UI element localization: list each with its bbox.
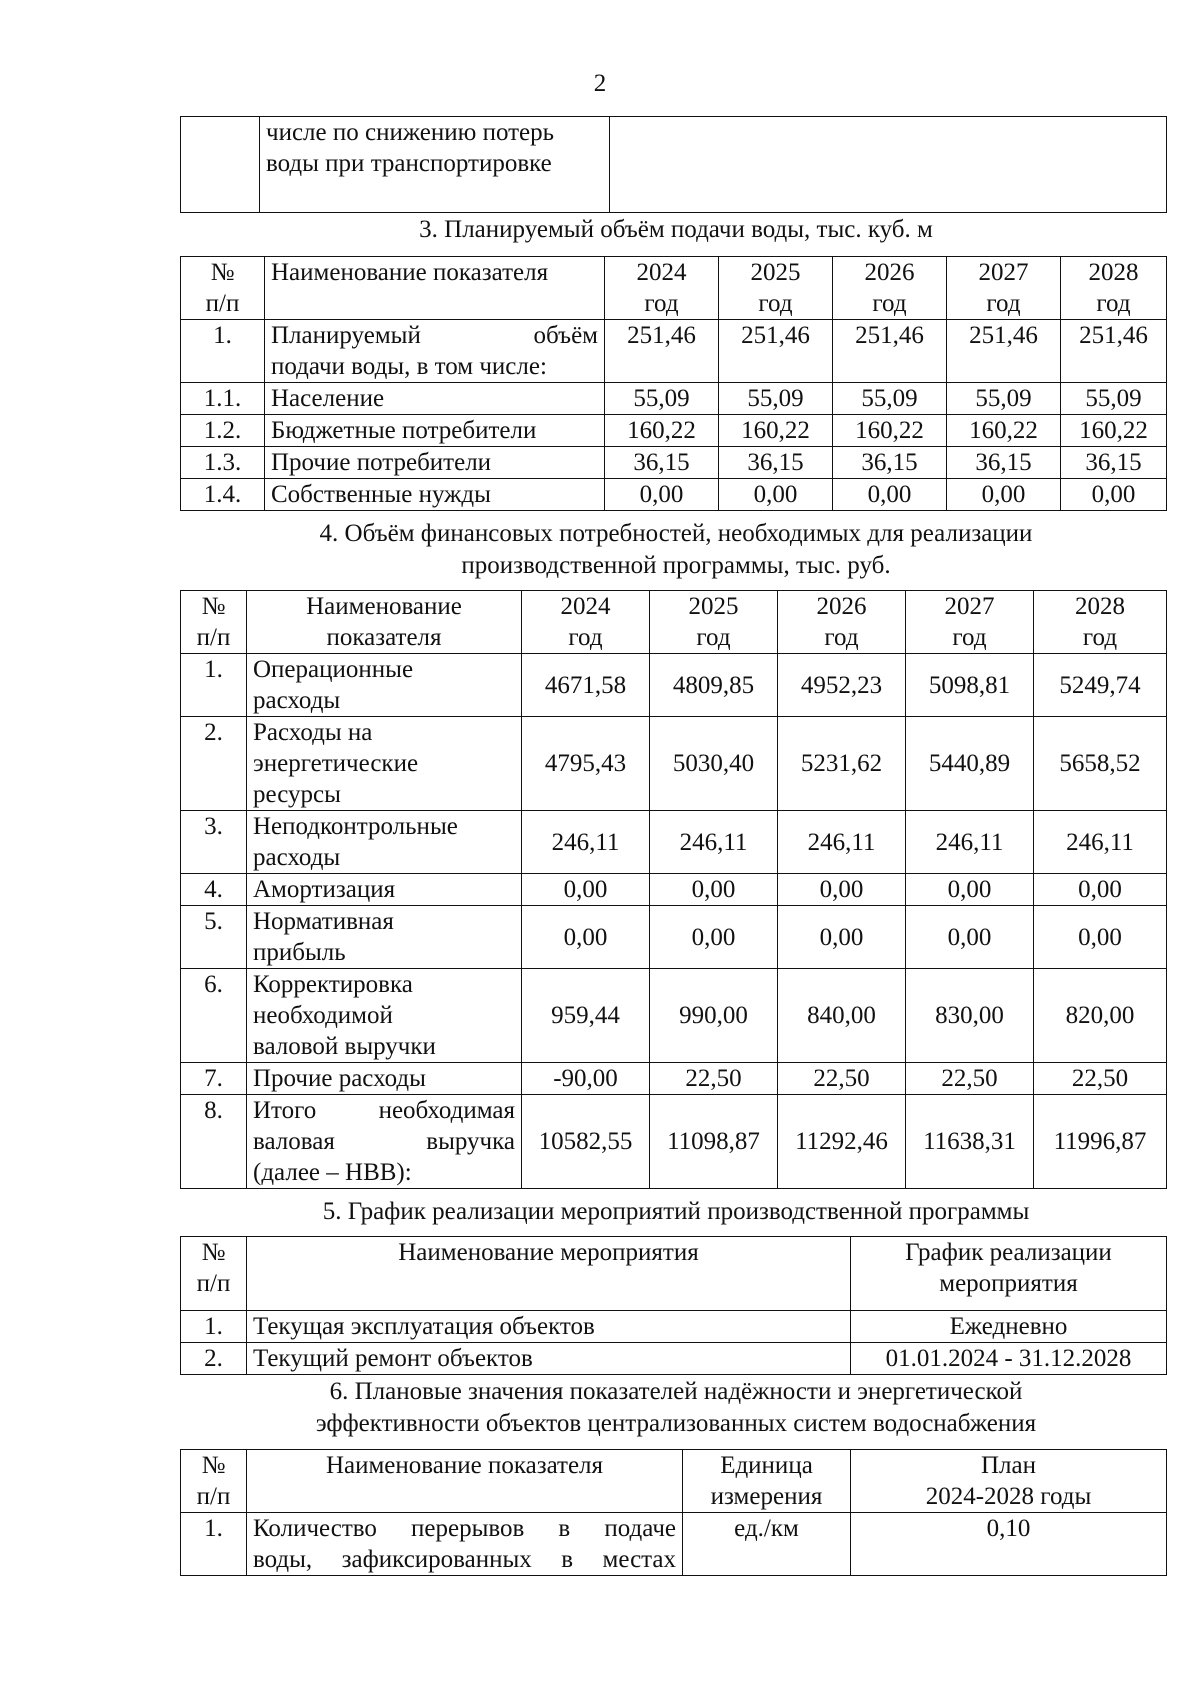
row-value: 830,00 bbox=[906, 969, 1034, 1063]
row-value: 11292,46 bbox=[778, 1095, 906, 1189]
table-row bbox=[181, 906, 1167, 969]
header-plan: План 2024-2028 годы bbox=[851, 1450, 1167, 1513]
row-name-line: Нормативная bbox=[253, 908, 394, 935]
row-num: 6. bbox=[181, 969, 247, 1063]
header-year: 2024 год bbox=[522, 591, 650, 654]
row-name-line: Корректировка bbox=[253, 971, 413, 998]
row-name bbox=[247, 874, 522, 906]
table-row bbox=[181, 1095, 1167, 1189]
row-value: 11098,87 bbox=[650, 1095, 778, 1189]
table-row bbox=[181, 654, 1167, 717]
row-name-line: Операционные bbox=[253, 656, 414, 683]
header-schedule: График реализации мероприятия bbox=[851, 1237, 1167, 1311]
row-name bbox=[247, 906, 522, 969]
financial-needs-table bbox=[180, 590, 1167, 1189]
header-year: 2026 год bbox=[778, 591, 906, 654]
row-value: 246,11 bbox=[650, 811, 778, 874]
row-name bbox=[247, 969, 522, 1063]
row-name-line: Расходы на bbox=[253, 719, 373, 746]
row-name bbox=[247, 717, 522, 811]
row-value: 0,00 bbox=[650, 906, 778, 969]
header-unit: Единица измерения bbox=[683, 1450, 851, 1513]
row-name-line: расходы bbox=[253, 844, 341, 871]
table-row: 1.1. Население 55,09 55,09 55,09 55,09 55,09 bbox=[181, 383, 1167, 415]
row-value: 0,00 bbox=[778, 874, 906, 906]
cont-empty-cell bbox=[610, 117, 1167, 213]
cont-text-line: числе по снижению потерь bbox=[266, 119, 555, 146]
table-row bbox=[181, 811, 1167, 874]
row-num: 1. bbox=[181, 654, 247, 717]
row-value: 10582,55 bbox=[522, 1095, 650, 1189]
row-value: 246,11 bbox=[1034, 811, 1167, 874]
row-name bbox=[247, 1063, 522, 1095]
header-name: Наименование показателя bbox=[265, 257, 605, 320]
row-value: 11638,31 bbox=[906, 1095, 1034, 1189]
row-name bbox=[247, 811, 522, 874]
section4-title: 4. Объём финансовых потребностей, необходимых для реализации производственной программы, тыс. руб. bbox=[319, 520, 1033, 579]
header-num: № п/п bbox=[181, 257, 265, 320]
table-row: 2. Текущий ремонт объектов 01.01.2024 - 31.12.2028 bbox=[181, 1343, 1167, 1375]
row-num: 2. bbox=[181, 717, 247, 811]
header-year: 2024 год bbox=[605, 257, 719, 320]
row-num: 8. bbox=[181, 1095, 247, 1189]
table-row bbox=[181, 969, 1167, 1063]
row-value: 5098,81 bbox=[906, 654, 1034, 717]
row-value: 246,11 bbox=[906, 811, 1034, 874]
row-name-line: Итого необходимая bbox=[253, 1097, 515, 1124]
section3-title: 3. Планируемый объём подачи воды, тыс. куб. м bbox=[419, 216, 933, 243]
cont-num-cell bbox=[181, 117, 260, 213]
row-name-line: ресурсы bbox=[253, 781, 341, 808]
row-value: 5249,74 bbox=[1034, 654, 1167, 717]
cont-text-cell bbox=[260, 117, 610, 213]
table-row: 1.4. Собственные нужды 0,00 0,00 0,00 0,00 0,00 bbox=[181, 479, 1167, 511]
header-year: 2026 год bbox=[833, 257, 947, 320]
row-value: 0,00 bbox=[778, 906, 906, 969]
table-row: 1. Количество перерывов в подаче воды, зафиксированных в местах ед./км 0,10 bbox=[181, 1513, 1167, 1576]
row-value: 22,50 bbox=[650, 1063, 778, 1095]
header-year: 2028 год bbox=[1034, 591, 1167, 654]
page-number: 2 bbox=[593, 70, 607, 97]
row-value: 4671,58 bbox=[522, 654, 650, 717]
row-value: 0,00 bbox=[906, 906, 1034, 969]
row-num: 4. bbox=[181, 874, 247, 906]
table-row bbox=[181, 874, 1167, 906]
row-value: 4809,85 bbox=[650, 654, 778, 717]
row-name-line: Прочие расходы bbox=[253, 1065, 426, 1092]
row-name-line: расходы bbox=[253, 687, 341, 714]
header-num: № п/п bbox=[181, 591, 247, 654]
header-num: № п/п bbox=[181, 1237, 247, 1311]
row-value: 0,00 bbox=[522, 874, 650, 906]
row-value: 5440,89 bbox=[906, 717, 1034, 811]
row-value: -90,00 bbox=[522, 1063, 650, 1095]
row-value: 820,00 bbox=[1034, 969, 1167, 1063]
row-name-line: валовой выручки bbox=[253, 1033, 436, 1060]
row-value: 5658,52 bbox=[1034, 717, 1167, 811]
table-row bbox=[181, 717, 1167, 811]
cont-text-line: воды при транспортировке bbox=[266, 150, 552, 177]
row-value: 0,00 bbox=[650, 874, 778, 906]
header-year: 2025 год bbox=[650, 591, 778, 654]
row-value: 246,11 bbox=[778, 811, 906, 874]
row-name-line: энергетические bbox=[253, 750, 419, 777]
header-num: № п/п bbox=[181, 1450, 247, 1513]
continuation-table bbox=[180, 116, 1167, 213]
row-value: 5030,40 bbox=[650, 717, 778, 811]
section5-title: 5. График реализации мероприятий производственной программы bbox=[322, 1198, 1030, 1225]
row-name-line: прибыль bbox=[253, 939, 346, 966]
header-year: 2025 год bbox=[719, 257, 833, 320]
row-value: 4952,23 bbox=[778, 654, 906, 717]
row-value: 22,50 bbox=[778, 1063, 906, 1095]
table-row: 1. Планируемый объём подачи воды, в том числе: 251,46 251,46 251,46 251,46 251,46 bbox=[181, 320, 1167, 383]
row-name-line: Неподконтрольные bbox=[253, 813, 458, 840]
row-value: 5231,62 bbox=[778, 717, 906, 811]
row-value: 0,00 bbox=[906, 874, 1034, 906]
row-name-line: Амортизация bbox=[253, 876, 396, 903]
row-name-line: валовая выручка bbox=[253, 1128, 515, 1155]
row-num: 5. bbox=[181, 906, 247, 969]
header-name: Наименование показателя bbox=[247, 591, 522, 654]
header-name: Наименование мероприятия bbox=[247, 1237, 851, 1311]
schedule-table bbox=[180, 1236, 1167, 1375]
row-name-line: (далее – НВВ): bbox=[253, 1159, 412, 1186]
row-value: 11996,87 bbox=[1034, 1095, 1167, 1189]
table-row bbox=[181, 1063, 1167, 1095]
header-year: 2028 год bbox=[1061, 257, 1167, 320]
row-name: Количество перерывов в подаче воды, зафиксированных в местах bbox=[247, 1513, 683, 1576]
row-name-line: необходимой bbox=[253, 1002, 393, 1029]
section6-title: 6. Плановые значения показателей надёжности и энергетической эффективности объектов централизованных систем водоснабжения bbox=[315, 1378, 1037, 1437]
row-num: 3. bbox=[181, 811, 247, 874]
row-value: 840,00 bbox=[778, 969, 906, 1063]
table-row: 1.3. Прочие потребители 36,15 36,15 36,15 36,15 36,15 bbox=[181, 447, 1167, 479]
row-value: 22,50 bbox=[1034, 1063, 1167, 1095]
row-value: 246,11 bbox=[522, 811, 650, 874]
row-value: 0,00 bbox=[522, 906, 650, 969]
row-value: 959,44 bbox=[522, 969, 650, 1063]
header-name: Наименование показателя bbox=[247, 1450, 683, 1513]
header-year: 2027 год bbox=[947, 257, 1061, 320]
row-name: Планируемый объём подачи воды, в том числе: bbox=[265, 320, 605, 383]
table-row: 1.2. Бюджетные потребители 160,22 160,22 160,22 160,22 160,22 bbox=[181, 415, 1167, 447]
header-year: 2027 год bbox=[906, 591, 1034, 654]
row-value: 990,00 bbox=[650, 969, 778, 1063]
table-row: 1. Текущая эксплуатация объектов Ежедневно bbox=[181, 1311, 1167, 1343]
water-supply-table bbox=[180, 256, 1167, 511]
row-name bbox=[247, 654, 522, 717]
row-value: 4795,43 bbox=[522, 717, 650, 811]
row-value: 0,00 bbox=[1034, 874, 1167, 906]
reliability-table bbox=[180, 1449, 1167, 1576]
row-value: 0,00 bbox=[1034, 906, 1167, 969]
row-num: 7. bbox=[181, 1063, 247, 1095]
row-name bbox=[247, 1095, 522, 1189]
row-value: 22,50 bbox=[906, 1063, 1034, 1095]
